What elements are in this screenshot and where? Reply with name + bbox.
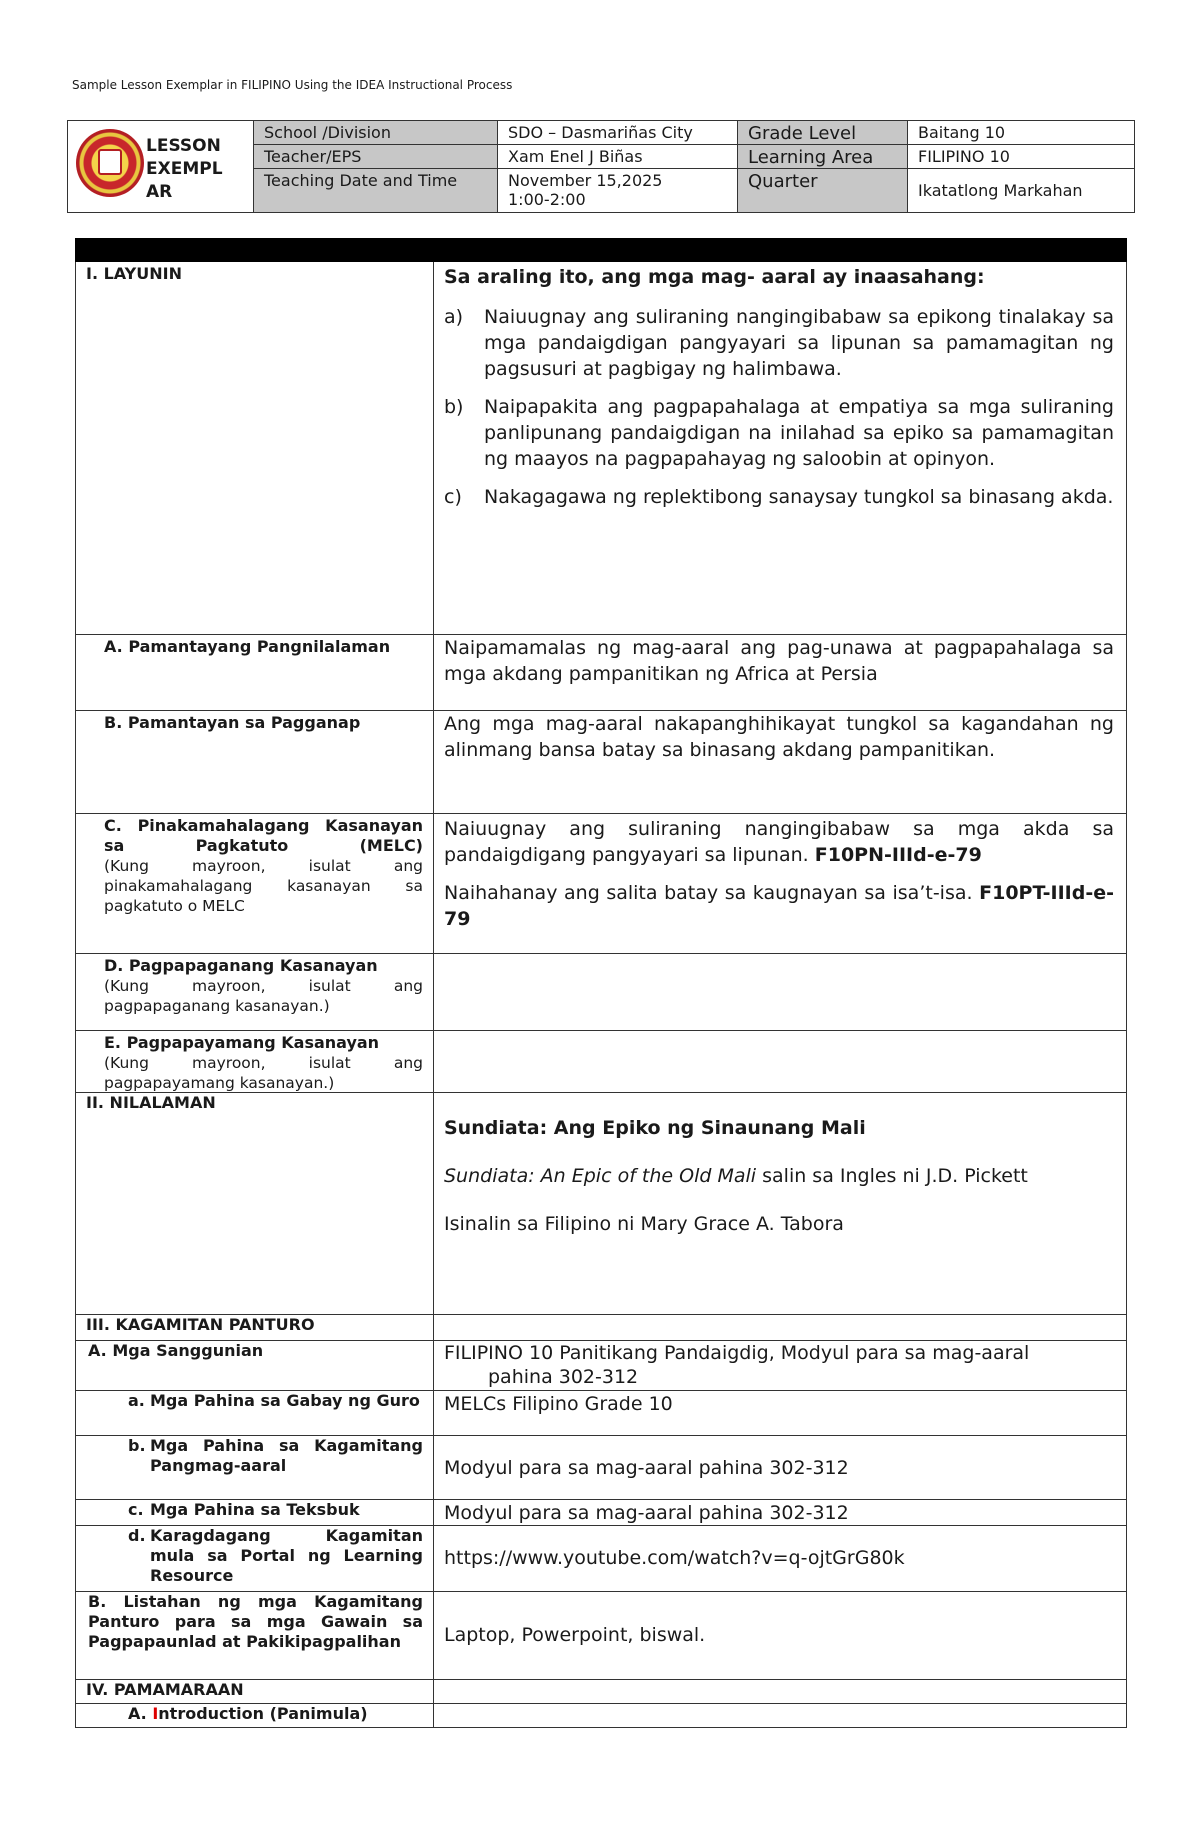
portal-link[interactable]: https://www.youtube.com/watch?v=q-ojtGrG80k [444,1547,905,1569]
melc-label: C. Pinakamahalagang Kasanayan sa Pagkatuto (MELC) [104,816,423,855]
english-title: Sundiata: An Epic of the Old Mali [444,1165,757,1187]
row-gabay-guro [75,1391,1127,1436]
quarter-label: Quarter [738,169,908,212]
gabay-guro-value: MELCs Filipino Grade 10 [444,1393,673,1415]
pangnilalaman-label: A. Pamantayang Pangnilalaman [76,635,434,710]
melc-note: (Kung mayroon, isulat ang pinakamahalagang kasanayan sa pagkatuto o MELC [104,857,423,915]
nilalaman-content [434,1093,1126,1314]
objective-a [444,304,1114,382]
teacher-label: Teacher/EPS [254,145,498,169]
school-value: SDO – Dasmariñas City [498,121,738,145]
row-pamantayan-pagganap [75,711,1127,814]
pangmag-aaral-cell [76,1436,434,1499]
sanggunian-text: FILIPINO 10 Panitikang Pandaigdig, Modyul para sa mag-aaral [444,1342,1030,1364]
teacher-value: Xam Enel J Biñas [498,145,738,169]
pamamaraan-label: IV. PAMAMARAAN [76,1680,434,1703]
melc-item-2-text: Naihahanay ang salita batay sa kaugnayan sa isa’t-isa. [444,882,973,904]
melc-content [434,814,1126,953]
date-label: Teaching Date and Time [254,169,498,212]
row-pamantayang-pangnilalaman [75,635,1127,711]
listahan-cell [76,1592,434,1679]
sanggunian-value [434,1341,1126,1390]
sanggunian-text-2: pahina 302-312 [488,1366,639,1388]
row-pagpapaganang [75,954,1127,1031]
listahan-value: Laptop, Powerpoint, biswal. [444,1624,706,1646]
teksbuk-label: Mga Pahina sa Teksbuk [150,1500,360,1519]
nilalaman-title: Sundiata: Ang Epiko ng Sinaunang Mali [444,1117,866,1139]
pagpapayamang-note: (Kung mayroon, isulat ang pagpapayamang kasanayan.) [104,1054,423,1092]
logo-text: LESSON EXEMPL AR [146,136,223,202]
kagamitan-value [434,1315,1126,1340]
layunin-content [434,262,1126,634]
pagganap-label: B. Pamantayan sa Pagganap [76,711,434,813]
area-value: FILIPINO 10 [908,145,1134,169]
teksbuk-cell [76,1500,434,1525]
objective-mark: a) [444,306,464,328]
objective-text: Naipapakita ang pagpapahalaga at empatiya sa mga suliraning panlipunang pandaigdigan na inilahad sa epiko sa pamamagitan ng maayos na pagpapahayag ng saloobin at opinyon. [484,396,1114,470]
row-portal [75,1526,1127,1592]
row-melc [75,814,1127,954]
date-value [498,169,738,212]
row-teksbuk [75,1500,1127,1526]
grade-label: Grade Level [738,121,908,145]
date-text: November 15,2025 [508,171,663,190]
introduction-value [434,1704,1126,1727]
row-nilalaman [75,1093,1127,1315]
objective-text: Nakagagawa ng replektibong sanaysay tungkol sa binasang akda. [484,486,1114,508]
pagpapaganang-value [434,954,1126,1030]
melc-item-1 [444,816,1114,868]
objective-mark: c) [444,486,462,508]
sanggunian-label: A. Mga Sanggunian [76,1341,434,1390]
row-layunin [75,262,1127,635]
school-seal-icon [76,129,144,197]
objective-b [444,394,1114,472]
lesson-header-table [67,120,1135,213]
row-pamamaraan [75,1680,1127,1704]
pangmag-aaral-mark: b. [128,1436,146,1455]
row-listahan [75,1592,1127,1680]
melc-code-1: F10PN-IIId-e-79 [814,844,982,866]
gabay-guro-label: Mga Pahina sa Gabay ng Guro [150,1391,420,1410]
layunin-intro: Sa araling ito, ang mga mag- aaral ay inaasahang: [444,266,985,288]
school-label: School /Division [254,121,498,145]
objective-c [444,484,1114,510]
intro-initial: I [152,1704,159,1723]
portal-cell [76,1526,434,1591]
introduction-label [76,1704,434,1727]
objective-text: Naiuugnay ang suliraning nangingibabaw sa epikong tinalakay sa mga pandaigdigan pangyayari sa lipunan sa pamamagitan ng pagsusuri at pagbigay ng halimbawa. [484,306,1114,380]
melc-label-cell [76,814,434,953]
row-introduction [75,1704,1127,1728]
row-sanggunian [75,1341,1127,1391]
pangnilalaman-text: Naipamamalas ng mag-aaral ang pag-unawa at pagpapahalaga sa mga akdang pampanitikan ng Africa at Persia [444,637,1114,685]
pagpapayamang-cell [76,1031,434,1092]
objective-mark: b) [444,396,464,418]
table-header-bar [75,238,1127,262]
row-pagpapayamang [75,1031,1127,1093]
gabay-guro-mark: a. [128,1391,145,1410]
logo-cell [68,121,254,212]
intro-rest: ntroduction (Panimula) [158,1704,368,1723]
teksbuk-mark: c. [128,1500,144,1519]
pagganap-text: Ang mga mag-aaral nakapanghihikayat tungkol sa kagandahan ng alinmang bansa batay sa binasang akdang pampanitikan. [444,713,1114,761]
page-header: Sample Lesson Exemplar in FILIPINO Using the IDEA Instructional Process [72,78,513,92]
row-kagamitang-pangmag-aaral [75,1436,1127,1500]
portal-label: Karagdagang Kagamitan mula sa Portal ng Learning Resource [150,1526,423,1585]
intro-prefix: A. [128,1704,153,1723]
pagpapaganang-label: D. Pagpapaganang Kasanayan [104,956,378,975]
pangmag-aaral-value: Modyul para sa mag-aaral pahina 302-312 [444,1457,849,1479]
melc-item-2 [444,880,1114,932]
teksbuk-value: Modyul para sa mag-aaral pahina 302-312 [444,1502,849,1524]
nilalaman-label: II. NILALAMAN [76,1093,434,1314]
english-translator: salin sa Ingles ni J.D. Pickett [756,1165,1028,1187]
pagpapayamang-label: E. Pagpapayamang Kasanayan [104,1033,380,1052]
grade-value: Baitang 10 [908,121,1134,145]
pagpapaganang-cell [76,954,434,1030]
portal-mark: d. [128,1526,146,1545]
listahan-label: B. Listahan ng mga Kagamitang Panturo para sa mga Gawain sa Pagpapaunlad at Pakikipagpalihan [88,1592,423,1651]
pagpapaganang-note: (Kung mayroon, isulat ang pagpapaganang kasanayan.) [104,977,423,1015]
row-kagamitan [75,1315,1127,1341]
pamamaraan-value [434,1680,1126,1703]
melc-item-1-text: Naiuugnay ang suliraning nangingibabaw sa mga akda sa pandaigdigang pangyayari sa lipunan. [444,818,1114,866]
pangmag-aaral-label: Mga Pahina sa Kagamitang Pangmag-aaral [150,1436,423,1475]
gabay-guro-cell [76,1391,434,1435]
layunin-label: I. LAYUNIN [76,262,434,634]
area-label: Learning Area [738,145,908,169]
pagpapayamang-value [434,1031,1126,1092]
nilalaman-translator: Isinalin sa Filipino ni Mary Grace A. Tabora [444,1213,844,1235]
quarter-value: Ikatatlong Markahan [918,181,1083,200]
kagamitan-label: III. KAGAMITAN PANTURO [76,1315,434,1340]
time-text: 1:00-2:00 [508,190,586,209]
melc-code-2: F10PT-IIId-e-79 [444,882,1114,930]
nilalaman-english [444,1163,1114,1189]
